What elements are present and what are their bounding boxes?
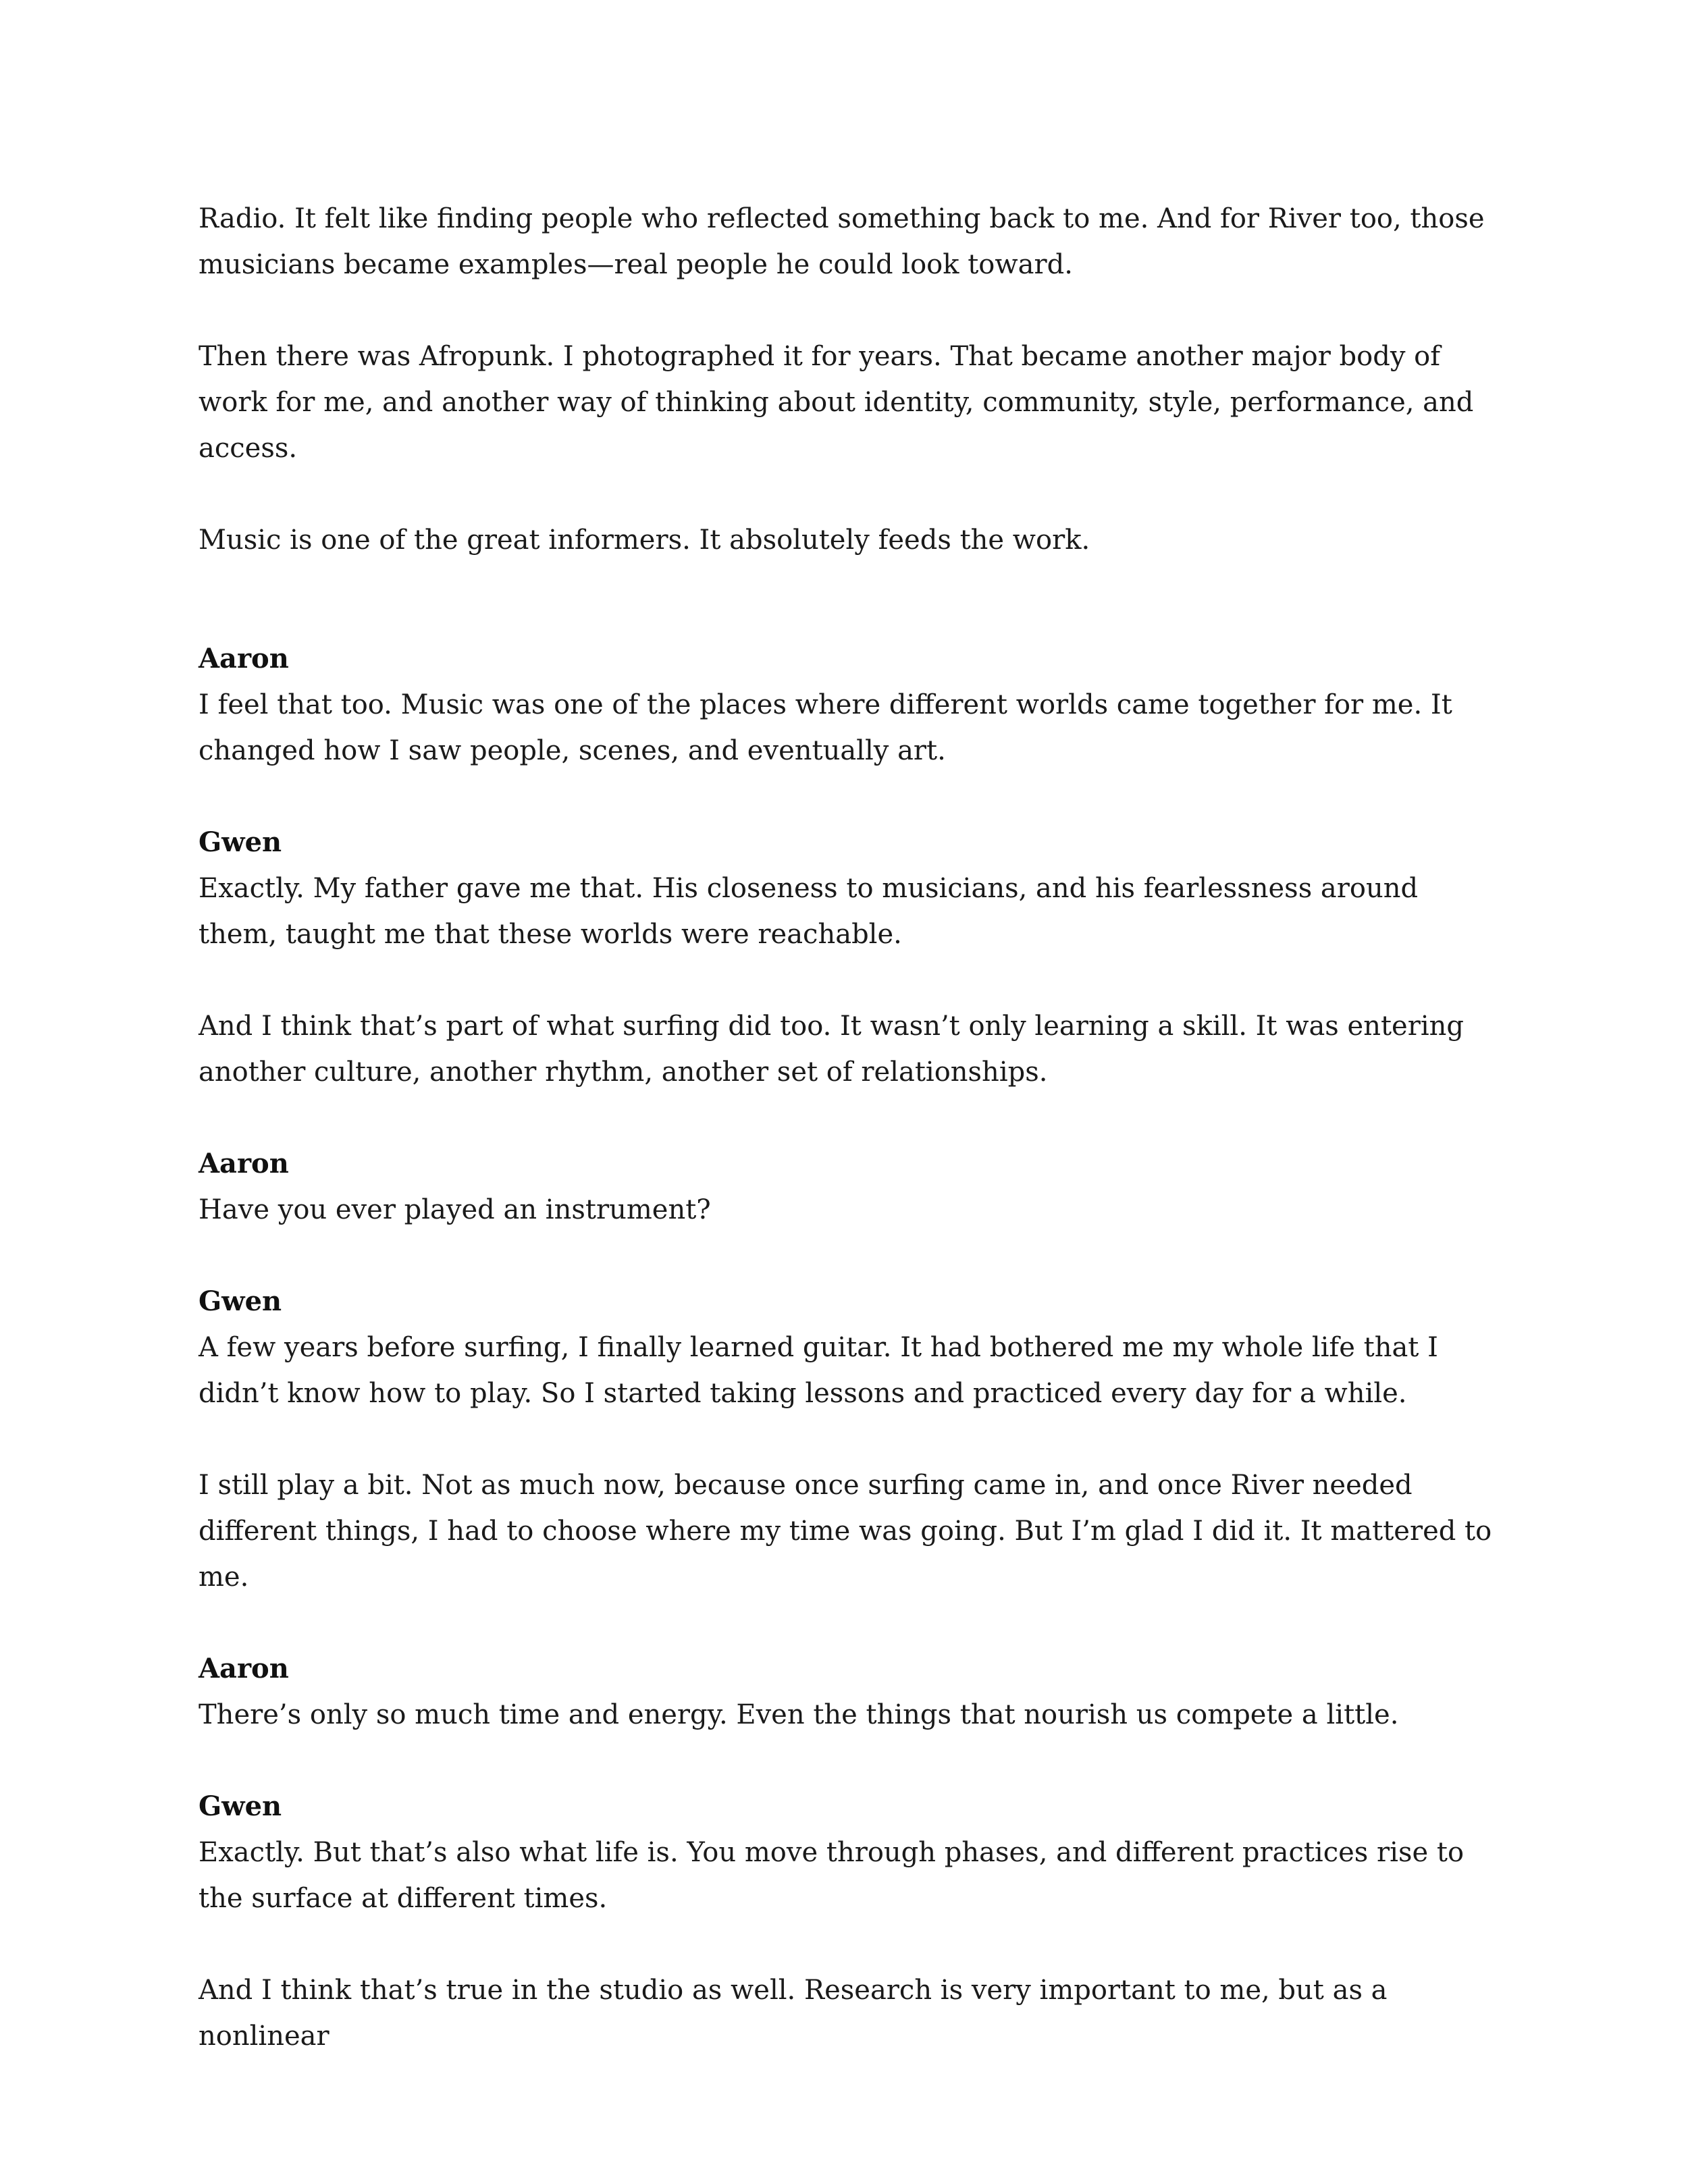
speaker-name: Gwen bbox=[199, 1790, 282, 1822]
speaker-name: Aaron bbox=[199, 1148, 289, 1179]
dialogue-turn bbox=[199, 820, 1502, 1095]
paragraph: Exactly. But that’s also what life is. You move through phases, and different practices rise to the surface at different times. bbox=[199, 1837, 1465, 1914]
section-gap bbox=[199, 609, 1502, 636]
speaker-name: Gwen bbox=[199, 826, 282, 858]
paragraph: Have you ever played an instrument? bbox=[199, 1194, 711, 1225]
dialogue-turn bbox=[199, 1784, 1502, 2059]
paragraph: There’s only so much time and energy. Even the things that nourish us compete a little. bbox=[199, 1699, 1399, 1730]
paragraph: And I think that’s true in the studio as well. Research is very important to me, but as a nonlinear bbox=[199, 1975, 1388, 2052]
paragraph: A few years before surfing, I finally learned guitar. It had bothered me my whole life that I didn’t know how to play. So I started taking lessons and practiced every day for a while. bbox=[199, 1332, 1438, 1409]
paragraph: Radio. It felt like finding people who reflected something back to me. And for River too, those musicians became examples—real people he could look toward. bbox=[199, 203, 1485, 280]
speaker-name: Aaron bbox=[199, 1653, 289, 1684]
document-page bbox=[199, 196, 1502, 2105]
speaker-name: Aaron bbox=[199, 643, 289, 674]
speaker-name: Gwen bbox=[199, 1285, 282, 1317]
paragraph: Then there was Afropunk. I photographed it for years. That became another major body of work for me, and another way of thinking about identity, community, style, performance, and access. bbox=[199, 341, 1474, 464]
paragraph: Exactly. My father gave me that. His closeness to musicians, and his fearlessness around them, taught me that these worlds were reachable. bbox=[199, 873, 1419, 950]
paragraph: I still play a bit. Not as much now, because once surfing came in, and once River needed different things, I had to choose where my time was going. But I’m glad I did it. It mattered to me. bbox=[199, 1470, 1492, 1593]
paragraph: And I think that’s part of what surfing did too. It wasn’t only learning a skill. It was entering another culture, another rhythm, another set of relationships. bbox=[199, 1011, 1465, 1088]
dialogue-turn bbox=[199, 1141, 1502, 1233]
paragraph: Music is one of the great informers. It absolutely feeds the work. bbox=[199, 525, 1090, 556]
paragraph: I feel that too. Music was one of the places where different worlds came together for me. It changed how I saw people, scenes, and eventually art. bbox=[199, 689, 1452, 766]
dialogue-turn bbox=[199, 1279, 1502, 1600]
dialogue-turn bbox=[199, 636, 1502, 774]
dialogue-turn bbox=[199, 1646, 1502, 1738]
